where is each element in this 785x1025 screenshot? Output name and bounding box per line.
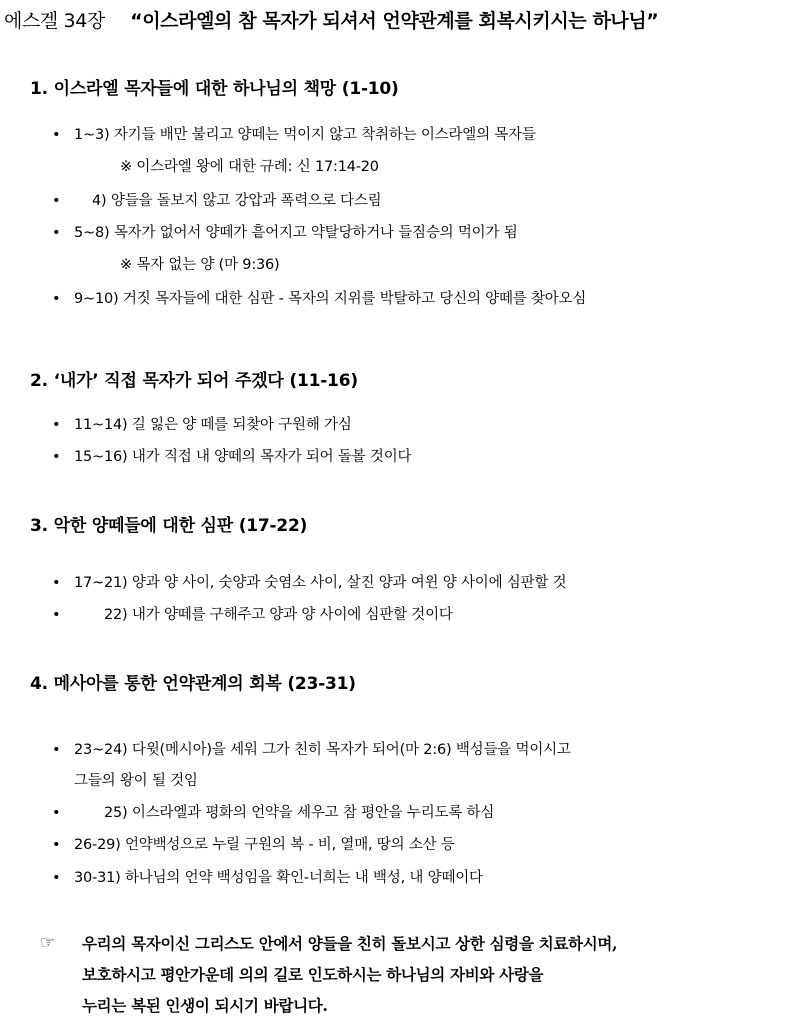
pointing-hand-icon: ☞ <box>40 933 55 953</box>
list-item-text: 26-29) 언약백성으로 누릴 구원의 복 - 비, 열매, 땅의 소산 등 <box>74 837 455 853</box>
list-item-text: 17~21) 양과 양 사이, 숫양과 숫염소 사이, 살진 양과 여윈 양 사이에 심판할 것 <box>74 575 567 591</box>
list-item <box>52 801 494 822</box>
bullet-icon: • <box>52 742 61 758</box>
closing-line: 우리의 목자이신 그리스도 안에서 양들을 친히 돌보시고 상한 심령을 치료하시며, <box>82 934 618 953</box>
list-item-text: 4) 양들을 돌보지 않고 강압과 폭력으로 다스림 <box>92 193 382 209</box>
section-heading-2: 2. ‘내가’ 직접 목자가 되어 주겠다 (11-16) <box>30 371 358 391</box>
list-item <box>52 603 453 624</box>
reference-note: ※ 이스라엘 왕에 대한 규례: 신 17:14-20 <box>120 159 379 175</box>
bullet-icon: • <box>52 870 61 886</box>
reference-note: ※ 목자 없는 양 (마 9:36) <box>120 257 280 273</box>
bullet-icon: • <box>52 607 61 623</box>
list-item <box>52 738 571 759</box>
chapter-theme: “이스라엘의 참 목자가 되셔서 언약관계를 회복시키시는 하나님” <box>130 10 659 32</box>
bullet-icon: • <box>52 449 61 465</box>
bullet-icon: • <box>52 575 61 591</box>
bullet-icon: • <box>52 193 61 209</box>
chapter-label: 에스겔 34장 <box>4 10 105 32</box>
bullet-icon: • <box>52 127 61 143</box>
list-item <box>52 571 566 592</box>
list-item-text: 9~10) 거짓 목자들에 대한 심판 - 목자의 지위를 박탈하고 당신의 양떼를 찾아오심 <box>74 291 587 307</box>
closing-blessing <box>40 928 785 1021</box>
section-heading-3: 3. 악한 양떼들에 대한 심판 (17-22) <box>30 516 308 536</box>
bullet-icon: • <box>52 291 61 307</box>
bullet-icon: • <box>52 225 61 241</box>
list-item-continuation: 그들의 왕이 될 것임 <box>74 773 198 789</box>
list-item <box>52 123 536 144</box>
list-item-text: 15~16) 내가 직접 내 양떼의 목자가 되어 돌볼 것이다 <box>74 449 412 465</box>
list-item <box>52 866 483 887</box>
closing-line: 누리는 복된 인생이 되시기 바랍니다. <box>82 996 328 1015</box>
section-heading-1: 1. 이스라엘 목자들에 대한 하나님의 책망 (1-10) <box>30 79 399 99</box>
bullet-icon: • <box>52 805 61 821</box>
bullet-icon: • <box>52 417 61 433</box>
list-item-text: 11~14) 길 잃은 양 떼를 되찾아 구원해 가심 <box>74 417 352 433</box>
list-item-text: 5~8) 목자가 없어서 양떼가 흩어지고 약탈당하거나 들짐승의 먹이가 됨 <box>74 225 518 241</box>
list-item <box>52 221 518 242</box>
list-item <box>52 445 411 466</box>
closing-line: 보호하시고 평안가운데 의의 길로 인도하시는 하나님의 자비와 사랑을 <box>82 965 544 984</box>
list-item-text: 25) 이스라엘과 평화의 언약을 세우고 참 평안을 누리도록 하심 <box>104 805 495 821</box>
list-item <box>52 833 455 854</box>
list-item-text: 30-31) 하나님의 언약 백성임을 확인-너희는 내 백성, 내 양떼이다 <box>74 870 483 886</box>
page-title <box>4 6 658 33</box>
bullet-icon: • <box>52 837 61 853</box>
list-item <box>52 287 586 308</box>
list-item-text: 1~3) 자기들 배만 불리고 양떼는 먹이지 않고 착취하는 이스라엘의 목자들 <box>74 127 536 143</box>
list-item-text: 23~24) 다윗(메시아)을 세워 그가 친히 목자가 되어(마 2:6) 백성들을 먹이시고 <box>74 742 571 758</box>
list-item <box>52 189 381 210</box>
list-item <box>52 413 352 434</box>
section-heading-4: 4. 메사아를 통한 언약관계의 회복 (23-31) <box>30 674 356 694</box>
list-item-text: 22) 내가 양떼를 구해주고 양과 양 사이에 심판할 것이다 <box>104 607 453 623</box>
